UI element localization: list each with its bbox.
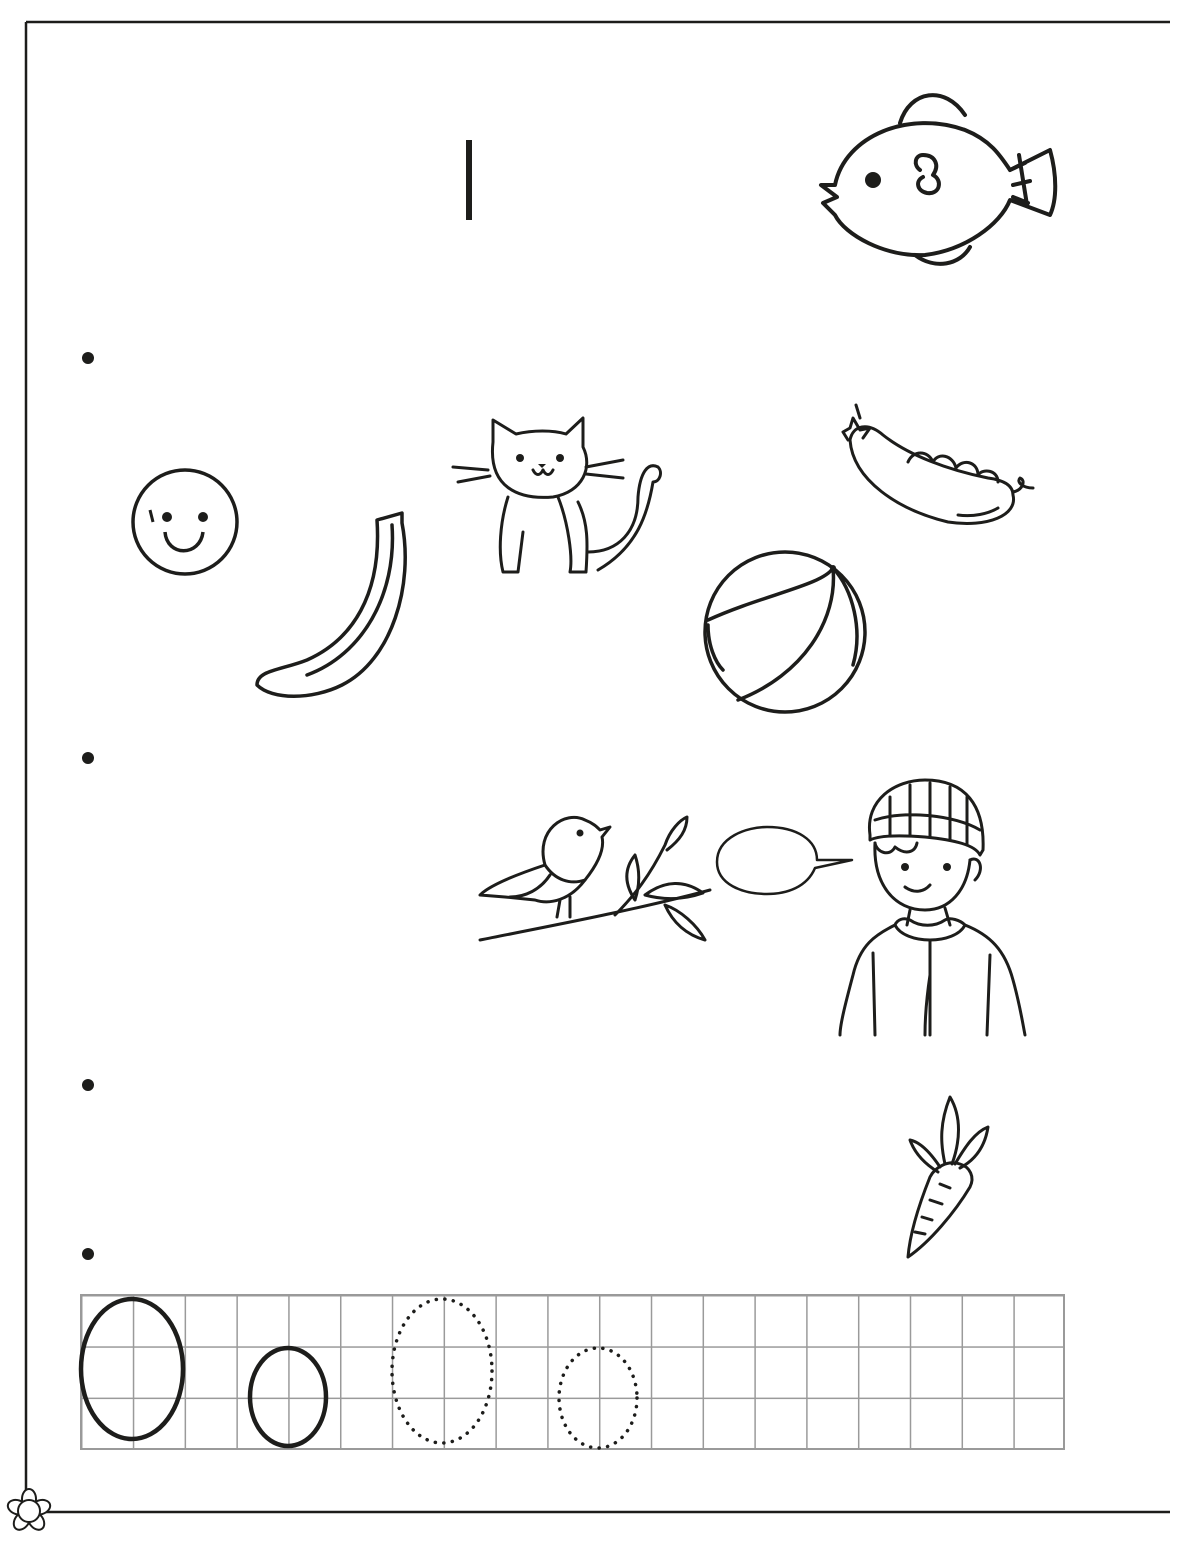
bullet xyxy=(82,1079,94,1091)
task-find-letter xyxy=(82,1068,106,1103)
boy-icon xyxy=(835,775,1030,1040)
syllable-divider xyxy=(466,140,472,220)
bullet xyxy=(82,752,94,764)
bullet xyxy=(82,1248,94,1260)
sample-capital-o xyxy=(81,1299,183,1439)
banana-icon xyxy=(252,505,422,705)
carrot-icon xyxy=(900,1092,990,1267)
dotted-capital-o xyxy=(392,1299,492,1443)
keyword-syllables xyxy=(458,140,478,220)
pea-pod-icon xyxy=(838,400,1043,530)
tracing-letters xyxy=(80,1294,1065,1450)
bullet xyxy=(82,352,94,364)
page-number xyxy=(14,1497,42,1525)
dotted-small-o xyxy=(559,1348,637,1448)
task-name-objects xyxy=(82,342,108,376)
fish-icon xyxy=(815,85,1060,270)
task-read-smoothly xyxy=(82,742,106,776)
cat-icon xyxy=(448,412,663,582)
bird-icon xyxy=(475,805,720,945)
ball-icon xyxy=(693,550,878,715)
sun-icon xyxy=(95,432,275,612)
task-trace-and-write xyxy=(82,1238,106,1272)
sample-small-o xyxy=(250,1348,326,1446)
